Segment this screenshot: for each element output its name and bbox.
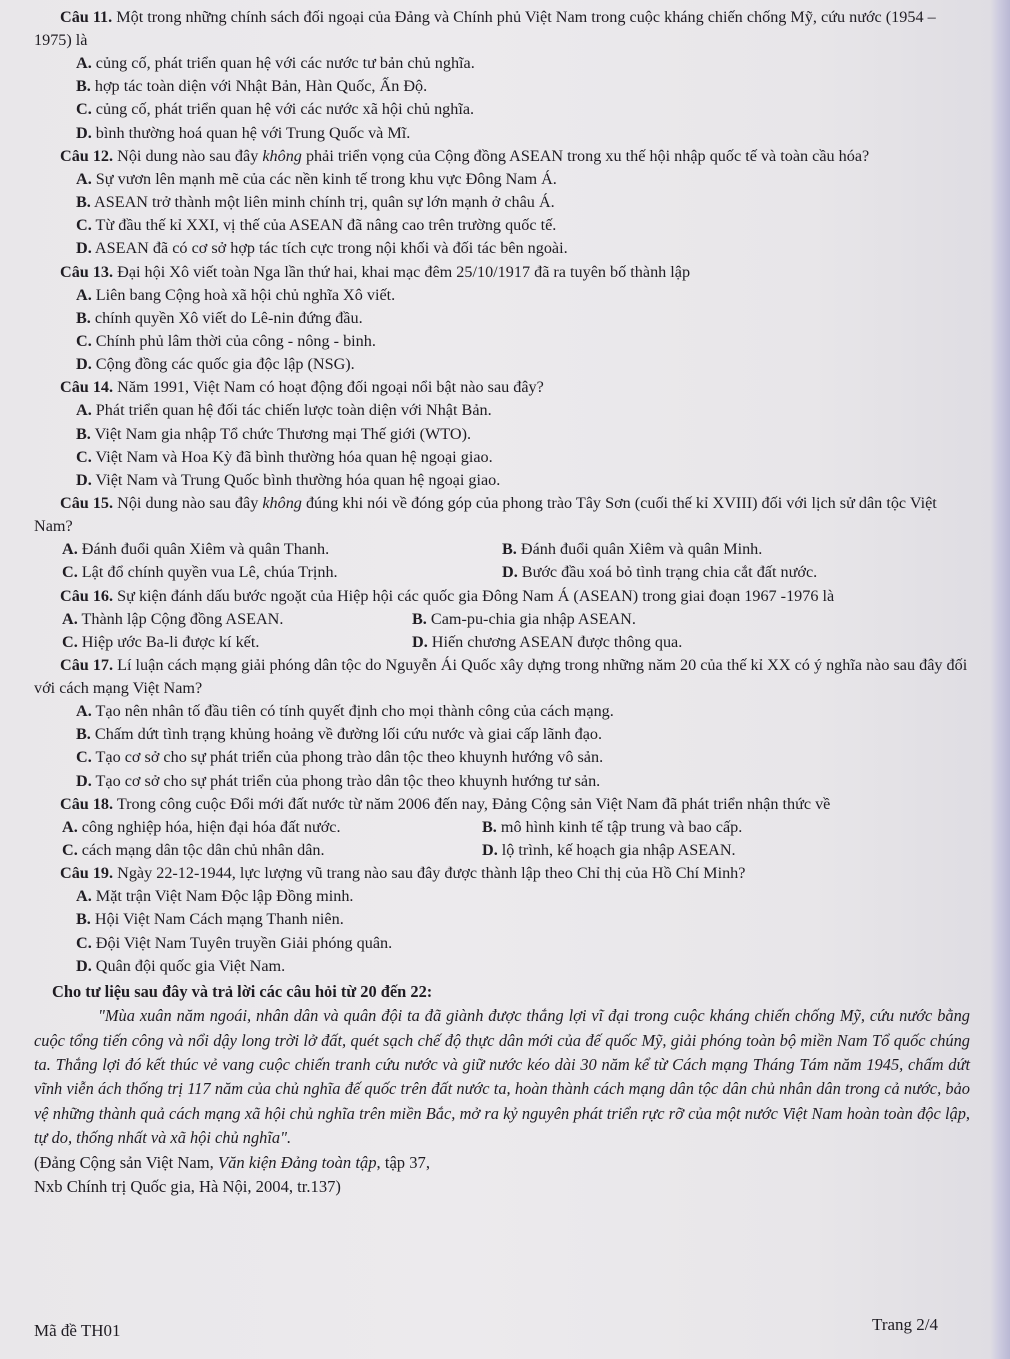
question-emphasis: không: [262, 494, 302, 513]
option-text: Việt Nam và Trung Quốc bình thường hóa quan hệ ngoại giao.: [95, 471, 501, 490]
option-row: [34, 839, 970, 862]
page-footer: [0, 1315, 1010, 1359]
option-letter: D.: [76, 471, 92, 490]
option-row: [34, 561, 970, 584]
option-letter: C.: [76, 447, 92, 466]
option-text: ASEAN đã có cơ sở hợp tác tích cực trong nội khối và đối tác bên ngoài.: [94, 239, 568, 258]
option-text: Liên bang Cộng hoà xã hội chủ nghĩa Xô viết.: [95, 285, 396, 304]
question-label: Câu 13.: [60, 262, 114, 281]
question-14: [34, 376, 970, 492]
option-text: Hội Việt Nam Cách mạng Thanh niên.: [94, 910, 344, 929]
option-text: Việt Nam gia nhập Tổ chức Thương mại Thế giới (WTO).: [94, 424, 472, 443]
option-text: mô hình kinh tế tập trung và bao cấp.: [500, 817, 743, 836]
option-b: [34, 191, 970, 214]
source-volume: , tập 37,: [376, 1152, 430, 1172]
question-text: Lí luận cách mạng giải phóng dân tộc do Nguyễn Ái Quốc xây dựng trong những năm 20 của thế kỉ XX có ý nghĩa nào sau đây đối với cách mạng Việt Nam?: [34, 656, 968, 698]
option-text: công nghiệp hóa, hiện đại hóa đất nước.: [81, 817, 341, 836]
option-text: Lật đổ chính quyền vua Lê, chúa Trịnh.: [81, 563, 338, 582]
option-letter: A.: [76, 401, 92, 420]
option-text: củng cố, phát triển quan hệ với các nước xã hội chủ nghĩa.: [95, 100, 475, 119]
option-c: [62, 561, 502, 584]
option-text: bình thường hoá quan hệ với Trung Quốc và Mĩ.: [95, 123, 411, 142]
option-letter: B.: [502, 540, 517, 559]
option-d: [34, 237, 970, 260]
question-11-stem: [34, 6, 970, 52]
option-letter: C.: [76, 100, 92, 119]
option-letter: C.: [62, 632, 78, 651]
page-edge-shadow: [990, 0, 1010, 1359]
option-text: lộ trình, kế hoạch gia nhập ASEAN.: [501, 841, 736, 860]
option-b: [412, 608, 636, 631]
option-letter: C.: [76, 332, 92, 351]
question-text: Một trong những chính sách đối ngoại của Đảng và Chính phủ Việt Nam trong cuộc kháng chiến chống Mỹ, cứu nước (1954 – 1975) là: [34, 8, 936, 49]
option-text: củng cố, phát triển quan hệ với các nước tư bản chủ nghĩa.: [95, 54, 475, 72]
option-row: [34, 608, 970, 631]
option-letter: C.: [62, 841, 78, 860]
option-d: [34, 955, 970, 978]
option-a: [34, 399, 970, 422]
question-19: [34, 862, 970, 978]
question-19-stem: [34, 862, 970, 885]
option-c: [34, 214, 970, 237]
question-15: [34, 492, 970, 584]
option-letter: A.: [76, 702, 92, 721]
passage-source: [34, 1151, 970, 1175]
option-d: [34, 469, 970, 492]
question-label: Câu 12.: [60, 146, 114, 165]
option-text: Cam-pu-chia gia nhập ASEAN.: [430, 609, 636, 628]
option-text: chính quyền Xô viết do Lê-nin đứng đầu.: [94, 308, 363, 327]
question-text: Đại hội Xô viết toàn Nga lần thứ hai, khai mạc đêm 25/10/1917 đã ra tuyên bố thành lập: [117, 262, 691, 281]
option-letter: B.: [76, 424, 91, 443]
question-label: Câu 17.: [60, 656, 114, 675]
option-c: [62, 839, 482, 862]
question-11: [34, 6, 970, 145]
option-letter: D.: [76, 123, 92, 142]
option-b: [34, 307, 970, 330]
question-14-stem: [34, 376, 970, 399]
option-letter: A.: [76, 285, 92, 304]
option-a: [34, 885, 970, 908]
option-c: [34, 446, 970, 469]
question-12-stem: [34, 145, 970, 168]
question-label: Câu 16.: [60, 586, 114, 605]
option-letter: B.: [76, 725, 91, 744]
option-a: [34, 52, 970, 75]
option-letter: A.: [76, 54, 92, 72]
question-16-stem: [34, 585, 970, 608]
question-13: [34, 261, 970, 377]
option-text: Bước đầu xoá bỏ tình trạng chia cắt đất nước.: [521, 563, 818, 582]
option-text: Tạo cơ sở cho sự phát triển của phong trào dân tộc theo khuynh hướng tư sản.: [95, 771, 601, 790]
option-text: Mặt trận Việt Nam Độc lập Đồng minh.: [95, 887, 354, 906]
option-text: Quân đội quốc gia Việt Nam.: [95, 956, 286, 975]
question-17-stem: [34, 654, 970, 700]
option-letter: B.: [76, 193, 91, 212]
question-15-stem: [34, 492, 970, 538]
option-b: [34, 908, 970, 931]
option-d: [34, 122, 970, 145]
question-label: Câu 11.: [60, 8, 113, 26]
question-text: Năm 1991, Việt Nam có hoạt động đối ngoại nổi bật nào sau đây?: [117, 378, 544, 397]
option-text: Sự vươn lên mạnh mẽ của các nền kinh tế trong khu vực Đông Nam Á.: [95, 169, 557, 188]
option-a: [34, 284, 970, 307]
option-d: [502, 561, 817, 584]
option-text: Từ đầu thế kỉ XXI, vị thế của ASEAN đã nâng cao trên trường quốc tế.: [95, 216, 557, 235]
option-c: [34, 932, 970, 955]
option-b: [34, 75, 970, 98]
option-c: [34, 330, 970, 353]
option-letter: A.: [76, 887, 92, 906]
source-author: (Đảng Cộng sản Việt Nam,: [34, 1152, 214, 1172]
option-a: [34, 700, 970, 723]
option-letter: C.: [76, 933, 92, 952]
option-letter: B.: [76, 910, 91, 929]
option-text: Phát triển quan hệ đối tác chiến lược toàn diện với Nhật Bản.: [95, 401, 492, 420]
option-letter: B.: [412, 609, 427, 628]
option-d: [34, 770, 970, 793]
option-a: [62, 816, 482, 839]
option-letter: A.: [62, 817, 78, 836]
option-text: Tạo cơ sở cho sự phát triển của phong trào dân tộc theo khuynh hướng vô sản.: [95, 748, 604, 767]
option-letter: D.: [76, 355, 92, 374]
question-label: Câu 18.: [60, 794, 114, 813]
question-label: Câu 19.: [60, 864, 114, 883]
question-label: Câu 15.: [60, 494, 114, 513]
option-text: Thành lập Cộng đồng ASEAN.: [81, 609, 284, 628]
question-18-stem: [34, 793, 970, 816]
option-letter: D.: [502, 563, 518, 582]
question-emphasis: không: [262, 146, 302, 165]
option-letter: C.: [76, 748, 92, 767]
option-b: [502, 538, 762, 561]
question-text: Sự kiện đánh dấu bước ngoặt của Hiệp hội các quốc gia Đông Nam Á (ASEAN) trong giai đoạn 1967 -1976 là: [117, 586, 835, 605]
question-13-stem: [34, 261, 970, 284]
option-text: Chấm dứt tình trạng khủng hoảng về đường lối cứu nước và giai cấp lãnh đạo.: [94, 725, 603, 744]
question-18: [34, 793, 970, 862]
page-number: Trang 2/4: [872, 1315, 938, 1334]
option-text: Tạo nên nhân tố đầu tiên có tính quyết định cho mọi thành công của cách mạng.: [95, 702, 614, 721]
option-text: Việt Nam và Hoa Kỳ đã bình thường hóa quan hệ ngoại giao.: [95, 447, 493, 466]
option-b: [34, 423, 970, 446]
option-d: [482, 839, 736, 862]
option-letter: C.: [62, 563, 78, 582]
option-b: [34, 723, 970, 746]
option-row: [34, 631, 970, 654]
option-text: Đánh đuổi quân Xiêm và quân Thanh.: [81, 540, 330, 559]
option-d: [34, 353, 970, 376]
question-label: Câu 14.: [60, 378, 114, 397]
passage-instruction: Cho tư liệu sau đây và trả lời các câu hỏi từ 20 đến 22:: [52, 982, 433, 1002]
option-letter: C.: [76, 216, 92, 235]
question-17: [34, 654, 970, 793]
question-text: Nội dung nào sau đây: [117, 146, 259, 165]
option-c: [34, 98, 970, 121]
question-text: Trong công cuộc Đổi mới đất nước từ năm 2006 đến nay, Đảng Cộng sản Việt Nam đã phát triển nhận thức về: [116, 794, 831, 813]
exam-code: Mã đề TH01: [34, 1321, 121, 1340]
question-text: đúng khi nói về đóng góp của phong trào Tây Sơn (cuối thế kỉ XVIII) đối với lịch sử dân tộc Việt Nam?: [34, 494, 937, 536]
option-a: [62, 538, 502, 561]
option-letter: D.: [482, 841, 498, 860]
option-letter: B.: [482, 817, 497, 836]
passage-quote: "Mùa xuân năm ngoái, nhân dân và quân đội ta đã giành được thắng lợi vĩ đại trong cuộc kháng chiến chống Mỹ, cứu nước bằng cuộc tổng tiến công và nổi dậy long trời lở đất, quét sạch chế độ thực dân mới của đế quốc Mỹ, giải phóng toàn bộ miền Nam Tổ quốc chúng ta. Thắng lợi đó kết thúc vẻ vang cuộc chiến tranh cứu nước và giữ nước kéo dài 30 năm kể từ Cách mạng Tháng Tám năm 1945, chấm dứt vĩnh viễn ách thống trị 117 năm của chủ nghĩa đế quốc trên đất nước ta, hoàn thành cách mạng dân tộc dân chủ nhân dân trong cả nước, bảo vệ những thành quả cách mạng xã hội chủ nghĩa trên miền Bắc, mở ra kỷ nguyên phát triển rực rỡ của một nước Việt Nam hoàn toàn độc lập, tự do, thống nhất và xã hội chủ nghĩa".: [34, 1006, 970, 1148]
option-b: [482, 816, 742, 839]
option-a: [62, 608, 412, 631]
option-row: [34, 538, 970, 561]
option-letter: A.: [62, 609, 78, 628]
option-a: [34, 168, 970, 191]
option-text: Hiệp ước Ba-li được kí kết.: [81, 632, 260, 651]
option-letter: A.: [62, 540, 78, 559]
option-text: ASEAN trở thành một liên minh chính trị, quân sự lớn mạnh ở châu Á.: [94, 193, 555, 212]
question-text: Ngày 22-12-1944, lực lượng vũ trang nào sau đây được thành lập theo Chỉ thị của Hồ Chí Minh?: [117, 864, 746, 883]
option-d: [412, 631, 682, 654]
option-letter: D.: [76, 771, 92, 790]
passage-source-line2: Nxb Chính trị Quốc gia, Hà Nội, 2004, tr.137): [34, 1176, 341, 1196]
option-letter: D.: [76, 956, 92, 975]
option-letter: D.: [76, 239, 92, 258]
option-c: [34, 746, 970, 769]
source-title: Văn kiện Đảng toàn tập: [217, 1152, 377, 1172]
option-c: [62, 631, 412, 654]
question-12: [34, 145, 970, 261]
question-text: Nội dung nào sau đây: [117, 494, 259, 513]
option-letter: A.: [76, 169, 92, 188]
option-text: Cộng đồng các quốc gia độc lập (NSG).: [95, 355, 355, 374]
option-text: Đánh đuổi quân Xiêm và quân Minh.: [520, 540, 763, 559]
question-text: phải triển vọng của Cộng đồng ASEAN trong xu thế hội nhập quốc tế và toàn cầu hóa?: [305, 146, 870, 165]
option-letter: D.: [412, 632, 428, 651]
option-text: cách mạng dân tộc dân chủ nhân dân.: [81, 841, 325, 860]
option-text: Đội Việt Nam Tuyên truyền Giải phóng quân.: [95, 933, 393, 952]
option-letter: B.: [76, 77, 91, 96]
option-text: Hiến chương ASEAN được thông qua.: [431, 632, 683, 651]
question-16: [34, 585, 970, 654]
option-row: [34, 816, 970, 839]
option-text: Chính phủ lâm thời của công - nông - binh.: [95, 332, 376, 351]
option-letter: B.: [76, 308, 91, 327]
option-text: hợp tác toàn diện với Nhật Bản, Hàn Quốc, Ấn Độ.: [94, 77, 428, 96]
